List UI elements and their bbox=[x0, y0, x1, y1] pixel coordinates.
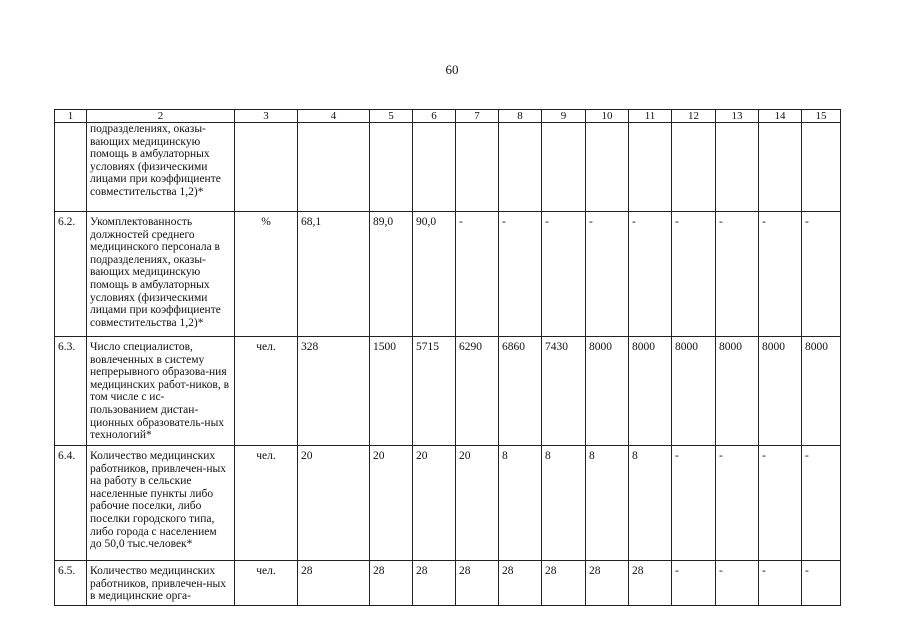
header-cell: 3 bbox=[235, 110, 298, 123]
header-cell: 12 bbox=[672, 110, 716, 123]
value-cell: - bbox=[629, 212, 672, 337]
header-row bbox=[55, 110, 841, 123]
unit-cell: % bbox=[235, 212, 298, 337]
indicator-name-cell: Число специалистов, вовлеченных в систему непрерывного образова-ния медицинских работ-ников, в том числе с ис-пользованием дистан-ционных образователь-ных технологий* bbox=[87, 337, 235, 446]
value-cell: 20 bbox=[456, 446, 499, 561]
header-cell: 4 bbox=[298, 110, 370, 123]
value-cell: 90,0 bbox=[413, 212, 456, 337]
value-cell: 28 bbox=[542, 561, 586, 606]
header-cell: 7 bbox=[456, 110, 499, 123]
value-cell: 328 bbox=[298, 337, 370, 446]
header-cell: 6 bbox=[413, 110, 456, 123]
value-cell: - bbox=[499, 212, 542, 337]
row-number-cell bbox=[55, 123, 87, 212]
header-cell: 11 bbox=[629, 110, 672, 123]
value-cell: 1500 bbox=[370, 337, 413, 446]
value-cell: - bbox=[716, 446, 759, 561]
value-cell bbox=[370, 123, 413, 212]
value-cell: 20 bbox=[370, 446, 413, 561]
value-cell: 5715 bbox=[413, 337, 456, 446]
value-cell: - bbox=[759, 561, 802, 606]
unit-cell: чел. bbox=[235, 561, 298, 606]
header-cell: 9 bbox=[542, 110, 586, 123]
indicator-name-cell: Количество медицинских работников, привлечен-ных на работу в сельские населенные пункты либо рабочие поселки, либо поселки городского типа, либо города с населением до 50,0 тыс.человек* bbox=[87, 446, 235, 561]
header-cell: 5 bbox=[370, 110, 413, 123]
value-cell: - bbox=[802, 561, 841, 606]
value-cell: 28 bbox=[413, 561, 456, 606]
value-cell: - bbox=[802, 446, 841, 561]
value-cell bbox=[542, 123, 586, 212]
unit-cell: чел. bbox=[235, 337, 298, 446]
row-number-cell: 6.2. bbox=[55, 212, 87, 337]
value-cell: 28 bbox=[586, 561, 629, 606]
indicator-name-cell: подразделениях, оказы-вающих медицинскую помощь в амбулаторных условиях (физическими лицами при коэффициенте совместительства 1,2)* bbox=[87, 123, 235, 212]
value-cell: 8 bbox=[542, 446, 586, 561]
value-cell: 8 bbox=[586, 446, 629, 561]
value-cell: 68,1 bbox=[298, 212, 370, 337]
value-cell: - bbox=[672, 561, 716, 606]
value-cell bbox=[802, 123, 841, 212]
value-cell: 8000 bbox=[672, 337, 716, 446]
table-row bbox=[55, 446, 841, 561]
row-number-cell: 6.5. bbox=[55, 561, 87, 606]
header-cell: 13 bbox=[716, 110, 759, 123]
header-cell: 1 bbox=[55, 110, 87, 123]
header-cell: 15 bbox=[802, 110, 841, 123]
table-row bbox=[55, 561, 841, 606]
value-cell: - bbox=[542, 212, 586, 337]
value-cell bbox=[456, 123, 499, 212]
unit-cell: чел. bbox=[235, 446, 298, 561]
value-cell: 20 bbox=[413, 446, 456, 561]
table-row bbox=[55, 212, 841, 337]
row-number-cell: 6.3. bbox=[55, 337, 87, 446]
header-cell: 14 bbox=[759, 110, 802, 123]
indicator-name-cell: Укомплектованность должностей среднего медицинского персонала в подразделениях, оказы-вающих медицинскую помощь в амбулаторных условиях (физическими лицами при коэффициенте совместительства 1,2)* bbox=[87, 212, 235, 337]
row-number-cell: 6.4. bbox=[55, 446, 87, 561]
value-cell: 6290 bbox=[456, 337, 499, 446]
value-cell: 28 bbox=[370, 561, 413, 606]
value-cell: 8000 bbox=[759, 337, 802, 446]
value-cell: 20 bbox=[298, 446, 370, 561]
value-cell: - bbox=[672, 446, 716, 561]
table-row bbox=[55, 337, 841, 446]
table-row bbox=[55, 123, 841, 212]
indicators-table bbox=[54, 109, 841, 606]
unit-cell bbox=[235, 123, 298, 212]
value-cell: 28 bbox=[499, 561, 542, 606]
value-cell: 8000 bbox=[586, 337, 629, 446]
value-cell: 8 bbox=[629, 446, 672, 561]
value-cell bbox=[586, 123, 629, 212]
value-cell bbox=[759, 123, 802, 212]
value-cell: 8 bbox=[499, 446, 542, 561]
value-cell bbox=[413, 123, 456, 212]
value-cell: 8000 bbox=[802, 337, 841, 446]
value-cell: 28 bbox=[298, 561, 370, 606]
value-cell: - bbox=[586, 212, 629, 337]
value-cell bbox=[672, 123, 716, 212]
value-cell: 28 bbox=[456, 561, 499, 606]
value-cell: 7430 bbox=[542, 337, 586, 446]
value-cell bbox=[298, 123, 370, 212]
value-cell bbox=[716, 123, 759, 212]
value-cell: - bbox=[802, 212, 841, 337]
value-cell bbox=[629, 123, 672, 212]
value-cell: - bbox=[716, 561, 759, 606]
header-cell: 8 bbox=[499, 110, 542, 123]
value-cell: 8000 bbox=[629, 337, 672, 446]
value-cell: - bbox=[716, 212, 759, 337]
value-cell: 8000 bbox=[716, 337, 759, 446]
value-cell: - bbox=[759, 446, 802, 561]
value-cell: - bbox=[672, 212, 716, 337]
value-cell: - bbox=[759, 212, 802, 337]
header-cell: 2 bbox=[87, 110, 235, 123]
page-number: 60 bbox=[445, 62, 459, 77]
value-cell bbox=[499, 123, 542, 212]
value-cell: 89,0 bbox=[370, 212, 413, 337]
value-cell: - bbox=[456, 212, 499, 337]
value-cell: 6860 bbox=[499, 337, 542, 446]
indicator-name-cell: Количество медицинских работников, привлечен-ных в медицинские орга- bbox=[87, 561, 235, 606]
value-cell: 28 bbox=[629, 561, 672, 606]
header-cell: 10 bbox=[586, 110, 629, 123]
